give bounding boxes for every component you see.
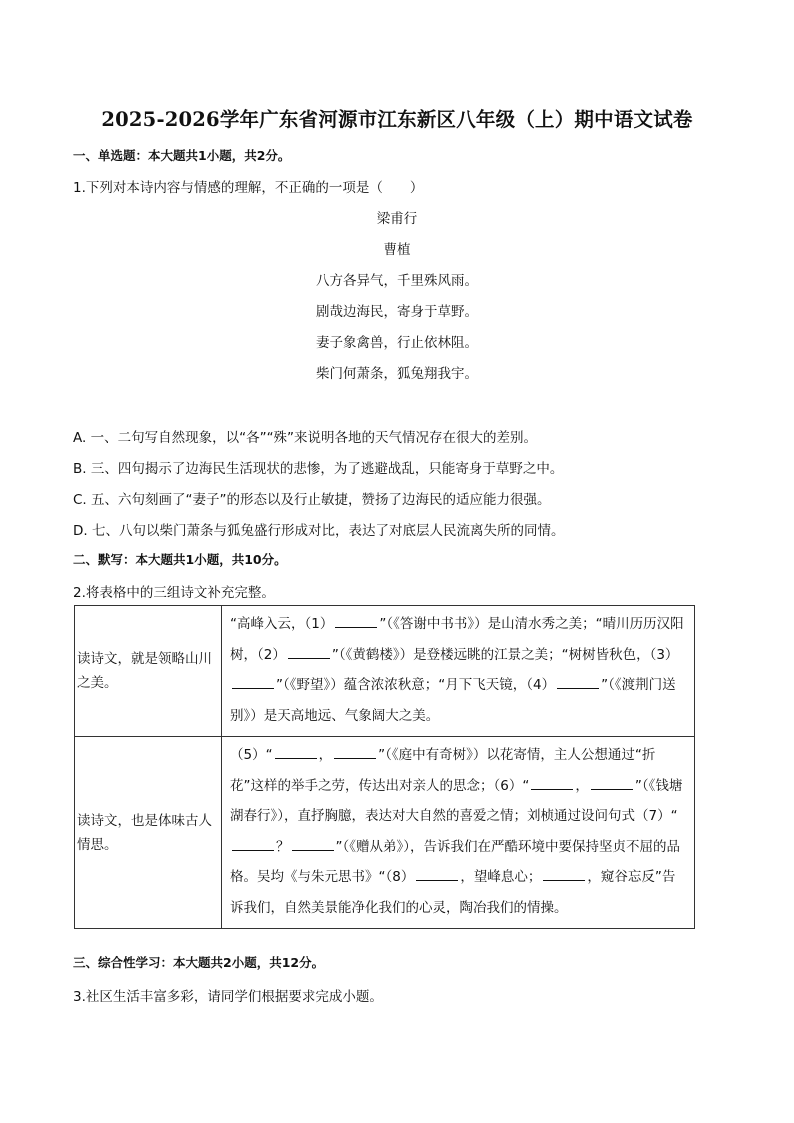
answer-blank[interactable] [591,775,633,790]
answer-blank[interactable] [232,674,274,689]
poem-author: 曹植 [383,242,411,258]
option-a: A. 一、二句写自然现象，以“各”“殊”来说明各地的天气情况存在很大的差别。 [73,430,538,446]
answer-blank[interactable] [288,644,330,659]
poem-line: 柴门何萧条，狐兔翔我宇。 [316,366,478,382]
section-2-heading: 二、默写：本大题共1小题，共10分。 [73,552,287,567]
option-b: B. 三、四句揭示了边海民生活现状的悲惨，为了逃避战乱，只能寄身于草野之中。 [73,461,564,477]
text-segment: ”（《钱塘湖春行》），直抒胸臆，表达对大自然的喜爱之情；刘桢通过设问句式（7）“ [230,777,683,824]
poem-line: 八方各异气，千里殊风雨。 [316,273,478,289]
answer-blank[interactable] [531,775,573,790]
row-1-content [222,606,695,737]
text-segment: ”（《庭中有奇树》）以花寄情，主人公想通过“折花”这样的举手之劳，传达出对亲人的思念；（6）“ [230,747,656,794]
answer-blank[interactable] [335,613,377,628]
option-d: D. 七、八句以柴门萧条与狐兔盛行形成对比，表达了对底层人民流离失所的同情。 [73,523,565,539]
answer-blank[interactable] [275,744,317,759]
answer-blank[interactable] [416,866,458,881]
text-segment: ， [318,747,333,763]
exam-title: 2025-2026学年广东省河源市江东新区八年级（上）期中语文试卷 [101,108,693,131]
fill-in-table [74,605,695,929]
poem-line: 妻子象禽兽，行止依林阻。 [316,335,478,351]
poem-line: 剧哉边海民，寄身于草野。 [316,304,478,320]
text-segment: （5）“ [230,747,273,763]
text-segment: “高峰入云，（1） [230,616,334,632]
text-segment: ？ [276,838,290,855]
text-segment: ， [575,777,589,794]
text-segment: ”（《渡荆门送别》）是天高地远、气象阔大之美。 [230,677,676,724]
question-2-stem: 2.将表格中的三组诗文补充完整。 [73,585,275,601]
poem-title: 梁甫行 [376,211,418,227]
option-c: C. 五、六句刻画了“妻子”的形态以及行止敏捷，赞扬了边海民的适应能力很强。 [73,492,551,508]
answer-blank[interactable] [334,744,376,759]
section-1-heading: 一、单选题：本大题共1小题，共2分。 [73,148,291,163]
text-segment: ”（《赠从弟》），告诉我们在严酷环境中要保持坚贞不屈的品格。吴均《与朱元思书》“（8） [230,838,680,885]
question-3-stem: 3.社区生活丰富多彩，请同学们根据要求完成小题。 [73,989,383,1005]
answer-blank[interactable] [543,866,585,881]
row-2-label: 读诗文，也是体味古人情思。 [75,737,222,929]
question-1-stem: 1.下列对本诗内容与情感的理解，不正确的一项是（ ） [73,180,424,196]
row-2-content [222,737,695,929]
text-segment: ，窥谷忘反”告诉我们，自然美景能净化我们的心灵，陶冶我们的情操。 [230,869,676,916]
answer-blank[interactable] [292,836,334,851]
row-1-label: 读诗文，就是领略山川之美。 [75,606,222,737]
text-segment: ，望峰息心； [460,869,542,885]
table-row [75,737,695,929]
section-3-heading: 三、综合性学习：本大题共2小题，共12分。 [73,955,325,970]
text-segment: ”（《答谢中书书》）是山清水秀之美；“晴川历历汉阳树，（2） [230,616,684,663]
answer-blank[interactable] [557,674,599,689]
answer-blank[interactable] [232,836,274,851]
text-segment: ”（《黄鹤楼》）是登楼远眺的江景之美；“树树皆秋色，（3） [331,646,679,663]
text-segment: ”（《野望》）蕴含浓浓秋意；“月下飞天镜，（4） [276,677,556,693]
table-row [75,606,695,737]
